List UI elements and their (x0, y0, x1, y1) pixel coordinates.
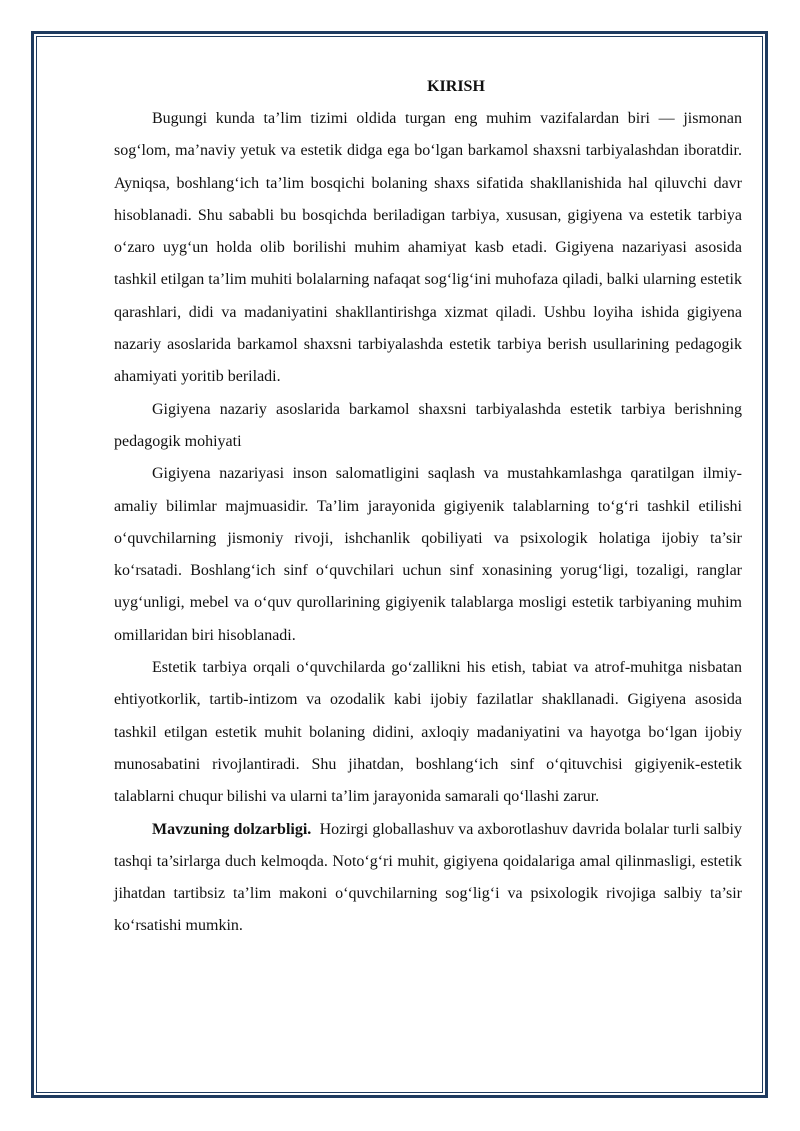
relevance-paragraph (114, 814, 742, 943)
relevance-text: Hozirgi globallashuv va axborotlashuv davrida bolalar turli salbiy tashqi ta’sirlarga duch kelmoqda. Noto‘g‘ri muhit, gigiyena qoidalariga amal qilinmasligi, estetik jihatdan tartibsiz ta’lim makoni o‘quvchilarning sog‘lig‘i va psixologik rivojiga salbiy ta’sir ko‘rsatishi mumkin. (114, 820, 742, 935)
intro-paragraph: Bugungi kunda ta’lim tizimi oldida turgan eng muhim vazifalardan biri — jismonan sog‘lom, ma’naviy yetuk va estetik didga ega bo‘lgan barkamol shaxsni tarbiyalashdan iboratdir. Ayniqsa, boshlang‘ich ta’lim bosqichi bolaning shaxs sifatida shakllanishida hal qiluvchi davr hisoblanadi. Shu sababli bu bosqichda beriladigan tarbiya, xususan, gigiyena va estetik tarbiya o‘zaro uyg‘un holda olib borilishi muhim ahamiyat kasb etadi. Gigiyena nazariyasi asosida tashkil etilgan ta’lim muhiti bolalarning nafaqat sog‘lig‘ini muhofaza qiladi, balki ularning estetik qarashlari, didi va madaniyatini shakllantirishga xizmat qiladi. Ushbu loyiha ishida gigiyena nazariy asoslarida barkamol shaxsni tarbiyalashda estetik tarbiya berish usullarining pedagogik ahamiyati yoritib beriladi. (114, 110, 742, 386)
hygiene-theory-paragraph: Gigiyena nazariyasi inson salomatligini saqlash va mustahkamlashga qaratilgan ilmiy-amaliy bilimlar majmuasidir. Ta’lim jarayonida gigiyenik talablarning to‘g‘ri tashkil etilishi o‘quvchilarning jismoniy rivoji, ishchanlik qobiliyati va psixologik holatiga ijobiy ta’sir ko‘rsatadi. Boshlang‘ich sinf o‘quvchilari uchun sinf xonasining yorug‘ligi, tozaligi, ranglar uyg‘unligi, mebel va o‘quv qurollarining gigiyenik talablarga mosligi estetik tarbiyaning muhim omillaridan biri hisoblanadi. (114, 465, 742, 644)
aesthetic-education-paragraph: Estetik tarbiya orqali o‘quvchilarda go‘zallikni his etish, tabiat va atrof-muhitga nisbatan ehtiyotkorlik, tartib-intizom va ozodalik kabi ijobiy fazilatlar shakllanadi. Gigiyena asosida tashkil etilgan estetik muhit bolaning didini, axloqiy madaniyatini va hayotga bo‘lgan ijobiy munosabatini rivojlantiradi. Shu jihatdan, boshlang‘ich sinf o‘qituvchisi gigiyenik-estetik talablarni chuqur bilishi va ularni ta’lim jarayonida samarali qo‘llashi zarur. (114, 659, 742, 806)
section-heading-paragraph: Gigiyena nazariy asoslarida barkamol shaxsni tarbiyalashda estetik tarbiya berishning pedagogik mohiyati (114, 400, 742, 450)
document-title: KIRISH (427, 78, 485, 95)
document-body (114, 71, 742, 943)
relevance-heading: Mavzuning dolzarbligi. (152, 820, 312, 838)
